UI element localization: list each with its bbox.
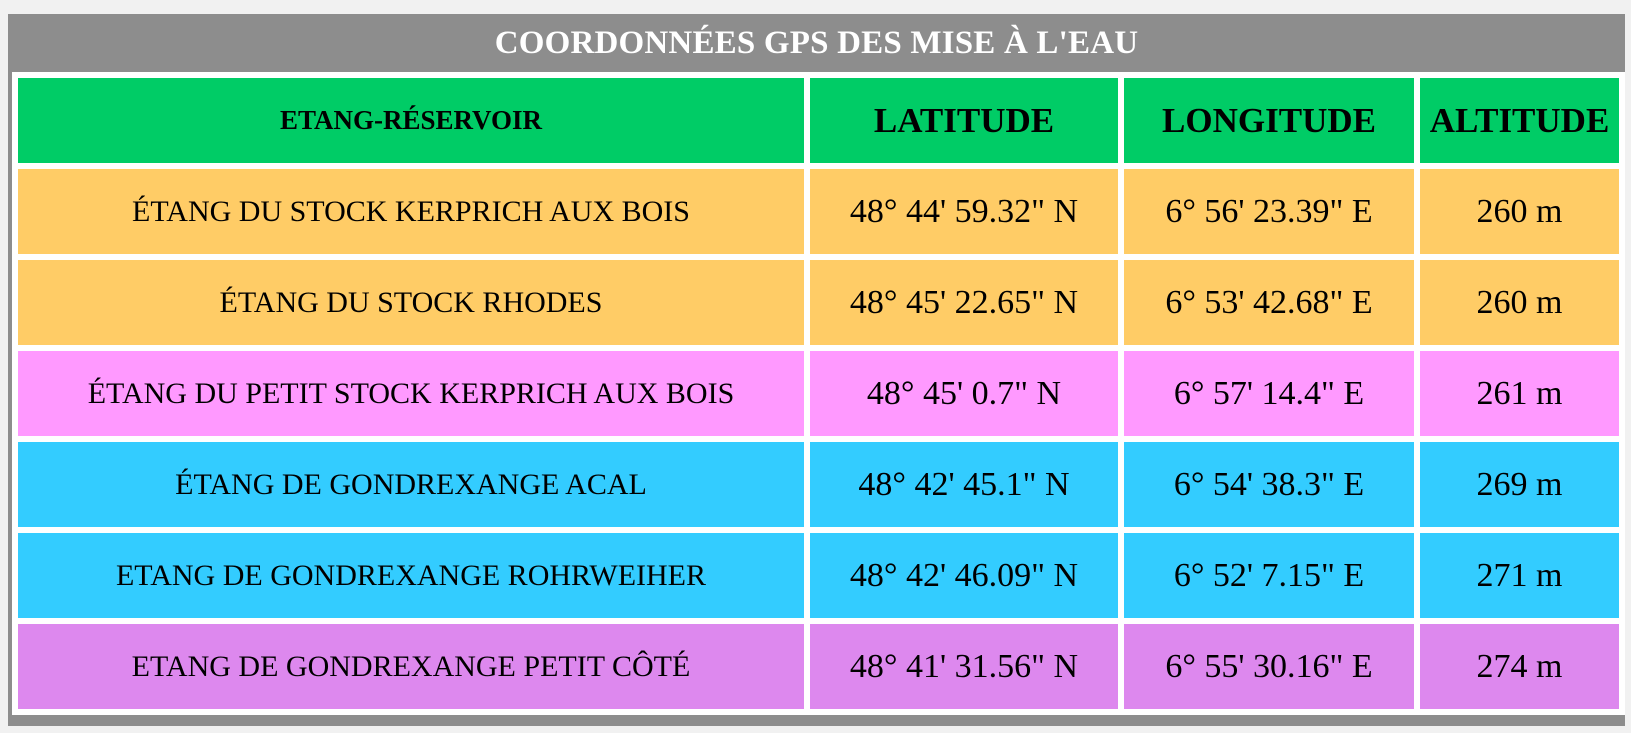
cell-altitude: 261 m (1420, 351, 1619, 436)
table-row (18, 533, 1619, 618)
header-latitude: LATITUDE (810, 78, 1118, 163)
cell-name: ETANG DE GONDREXANGE ROHRWEIHER (18, 533, 804, 618)
cell-latitude: 48° 44' 59.32" N (810, 169, 1118, 254)
cell-longitude: 6° 52' 7.15" E (1124, 533, 1414, 618)
cell-name: ÉTANG DE GONDREXANGE ACAL (18, 442, 804, 527)
header-name: ETANG-RÉSERVOIR (18, 78, 804, 163)
cell-name: ÉTANG DU STOCK KERPRICH AUX BOIS (18, 169, 804, 254)
cell-latitude: 48° 42' 45.1" N (810, 442, 1118, 527)
cell-longitude: 6° 56' 23.39" E (1124, 169, 1414, 254)
cell-latitude: 48° 41' 31.56" N (810, 624, 1118, 709)
cell-altitude: 260 m (1420, 260, 1619, 345)
header-altitude: ALTITUDE (1420, 78, 1619, 163)
cell-latitude: 48° 45' 0.7" N (810, 351, 1118, 436)
cell-name: ETANG DE GONDREXANGE PETIT CÔTÉ (18, 624, 804, 709)
table-row (18, 169, 1619, 254)
header-longitude: LONGITUDE (1124, 78, 1414, 163)
cell-longitude: 6° 53' 42.68" E (1124, 260, 1414, 345)
cell-altitude: 260 m (1420, 169, 1619, 254)
cell-altitude: 271 m (1420, 533, 1619, 618)
page-title: COORDONNÉES GPS DES MISE À L'EAU (494, 24, 1139, 61)
cell-name: ÉTANG DU STOCK RHODES (18, 260, 804, 345)
cell-latitude: 48° 42' 46.09" N (810, 533, 1118, 618)
cell-name: ÉTANG DU PETIT STOCK KERPRICH AUX BOIS (18, 351, 804, 436)
cell-longitude: 6° 54' 38.3" E (1124, 442, 1414, 527)
table-frame (8, 14, 1625, 726)
cell-altitude: 269 m (1420, 442, 1619, 527)
cell-latitude: 48° 45' 22.65" N (810, 260, 1118, 345)
cell-altitude: 274 m (1420, 624, 1619, 709)
table-row (18, 260, 1619, 345)
table-row (18, 624, 1619, 709)
header-row (18, 78, 1619, 163)
cell-longitude: 6° 57' 14.4" E (1124, 351, 1414, 436)
cell-longitude: 6° 55' 30.16" E (1124, 624, 1414, 709)
table-row (18, 442, 1619, 527)
table-row (18, 351, 1619, 436)
gps-table (12, 72, 1625, 715)
